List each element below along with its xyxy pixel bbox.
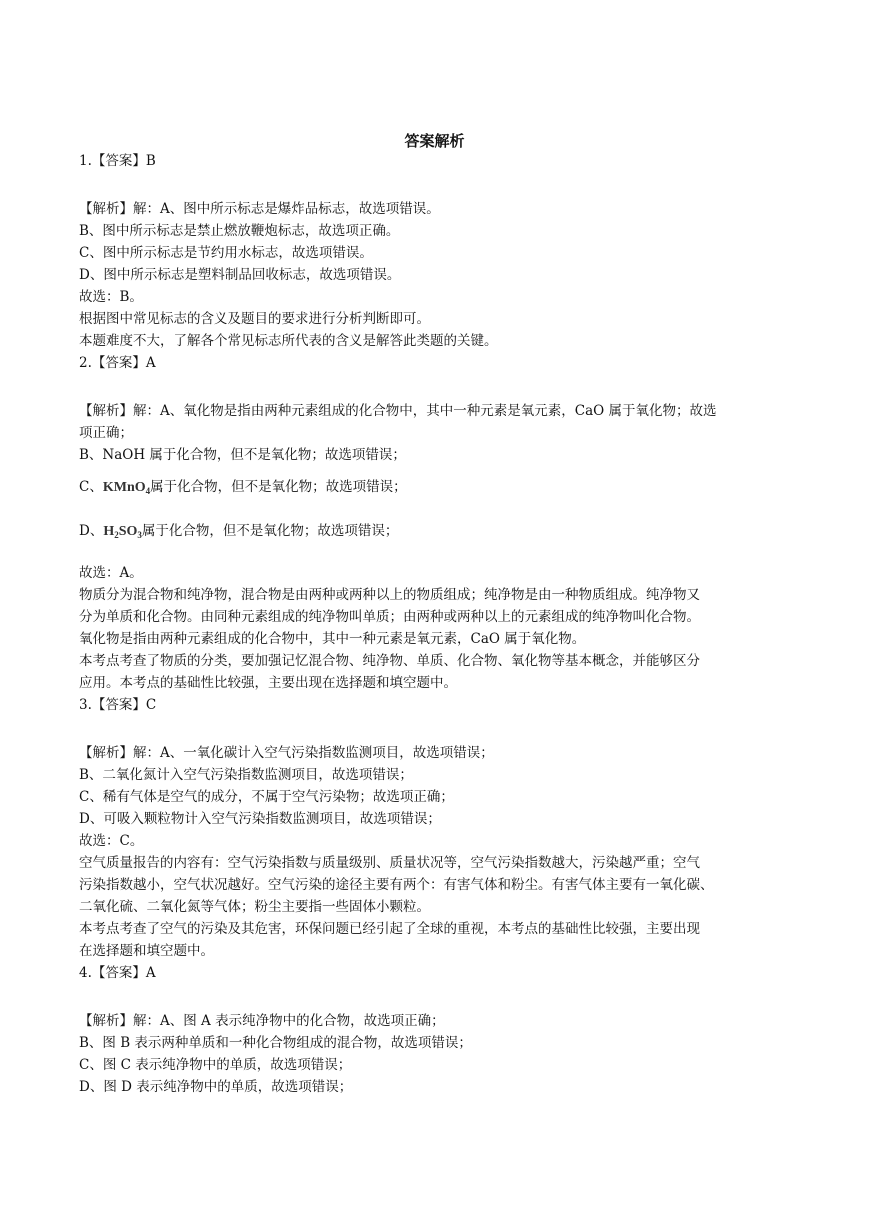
q3-analysis-line: D、可吸入颗粒物计入空气污染指数监测项目，故选项错误； — [79, 811, 441, 827]
q2-analysis-line: 项正确； — [79, 425, 133, 441]
q4-analysis-line: C、图 C 表示纯净物中的单质，故选项错误； — [79, 1057, 352, 1073]
q3-analysis-line: 空气质量报告的内容有：空气污染指数与质量级别、质量状况等，空气污染指数越大，污染越严重；空气 — [79, 855, 700, 871]
q4-analysis-line: D、图 D 表示纯净物中的单质，故选项错误； — [79, 1079, 353, 1095]
option-text: 属于化合物，但不是氧化物；故选项错误； — [150, 479, 407, 495]
q3-analysis-line: B、二氧化氮计入空气污染指数监测项目，故选项错误； — [79, 767, 413, 783]
q2-analysis-line: 【解析】解：A、氧化物是指由两种元素组成的化合物中，其中一种元素是氧元素，CaO 属于氧化物；故选 — [79, 403, 717, 419]
option-text: 属于化合物，但不是氧化物；故选项错误； — [141, 523, 399, 539]
q1-analysis-line: D、图中所示标志是塑料制品回收标志，故选项错误。 — [79, 267, 401, 283]
q1-analysis-line: 【解析】解：A、图中所示标志是爆炸品标志，故选项错误。 — [79, 201, 440, 217]
q2-analysis-line: 氧化物是指由两种元素组成的化合物中，其中一种元素是氧元素，CaO 属于氧化物。 — [79, 631, 586, 647]
q2-analysis-line: 分为单质和化合物。由同种元素组成的纯净物叫单质；由两种或两种以上的元素组成的纯净物叫化合物。 — [79, 609, 700, 625]
q4-analysis-line: B、图 B 表示两种单质和一种化合物组成的混合物，故选项错误； — [79, 1035, 472, 1051]
q2-analysis-line-kmno4 — [79, 476, 799, 502]
q3-analysis-line: C、稀有气体是空气的成分，不属于空气污染物；故选项正确； — [79, 789, 454, 805]
q1-analysis-line: C、图中所示标志是节约用水标志，故选项错误。 — [79, 245, 373, 261]
q1-answer: 1.【答案】B — [79, 153, 156, 169]
q2-analysis-line: 故选：A。 — [79, 565, 143, 581]
page-title: 答案解析 — [404, 132, 465, 150]
q2-analysis-line: 应用。本考点的基础性比较强，主要出现在选择题和填空题中。 — [79, 675, 457, 691]
q1-analysis-line: 根据图中常见标志的含义及题目的要求进行分析判断即可。 — [79, 311, 430, 327]
h2so3-formula: $H_2SO_3$ — [103, 524, 142, 540]
q2-analysis-line: 本考点考查了物质的分类，要加强记忆混合物、纯净物、单质、化合物、氧化物等基本概念，并能够区分 — [79, 653, 700, 669]
kmno4-formula: KMnO$_4$ — [102, 480, 151, 496]
q3-analysis-line: 故选：C。 — [79, 833, 144, 849]
q3-analysis-line: 在选择题和填空题中。 — [79, 943, 214, 959]
q3-analysis-line: 本考点考查了空气的污染及其危害，环保问题已经引起了全球的重视，本考点的基础性比较强，主要出现 — [79, 921, 700, 937]
q3-answer: 3.【答案】C — [79, 697, 157, 713]
q2-analysis-line-h2so3 — [79, 520, 799, 546]
q1-analysis-line: 故选：B。 — [79, 289, 143, 305]
q1-analysis-line: B、图中所示标志是禁止燃放鞭炮标志，故选项正确。 — [79, 223, 400, 239]
q3-analysis-line: 污染指数越小，空气状况越好。空气污染的途径主要有两个：有害气体和粉尘。有害气体主要有一氧化碳、 — [79, 877, 714, 893]
q3-analysis-line: 【解析】解：A、一氧化碳计入空气污染指数监测项目，故选项错误； — [79, 745, 494, 761]
q1-analysis-line: 本题难度不大，了解各个常见标志所代表的含义是解答此类题的关键。 — [79, 333, 498, 349]
q3-analysis-line: 二氧化硫、二氧化氮等气体；粉尘主要指一些固体小颗粒。 — [79, 899, 430, 915]
q2-analysis-line: B、NaOH 属于化合物，但不是氧化物；故选项错误； — [79, 447, 406, 463]
q4-answer: 4.【答案】A — [79, 965, 156, 981]
q4-analysis-line: 【解析】解：A、图 A 表示纯净物中的化合物，故选项正确； — [79, 1013, 445, 1029]
q2-analysis-line: 物质分为混合物和纯净物，混合物是由两种或两种以上的物质组成；纯净物是由一种物质组成。纯净物又 — [79, 587, 700, 603]
option-prefix: D、 — [79, 523, 104, 539]
q2-answer: 2.【答案】A — [79, 355, 156, 371]
option-prefix: C、 — [79, 479, 103, 495]
